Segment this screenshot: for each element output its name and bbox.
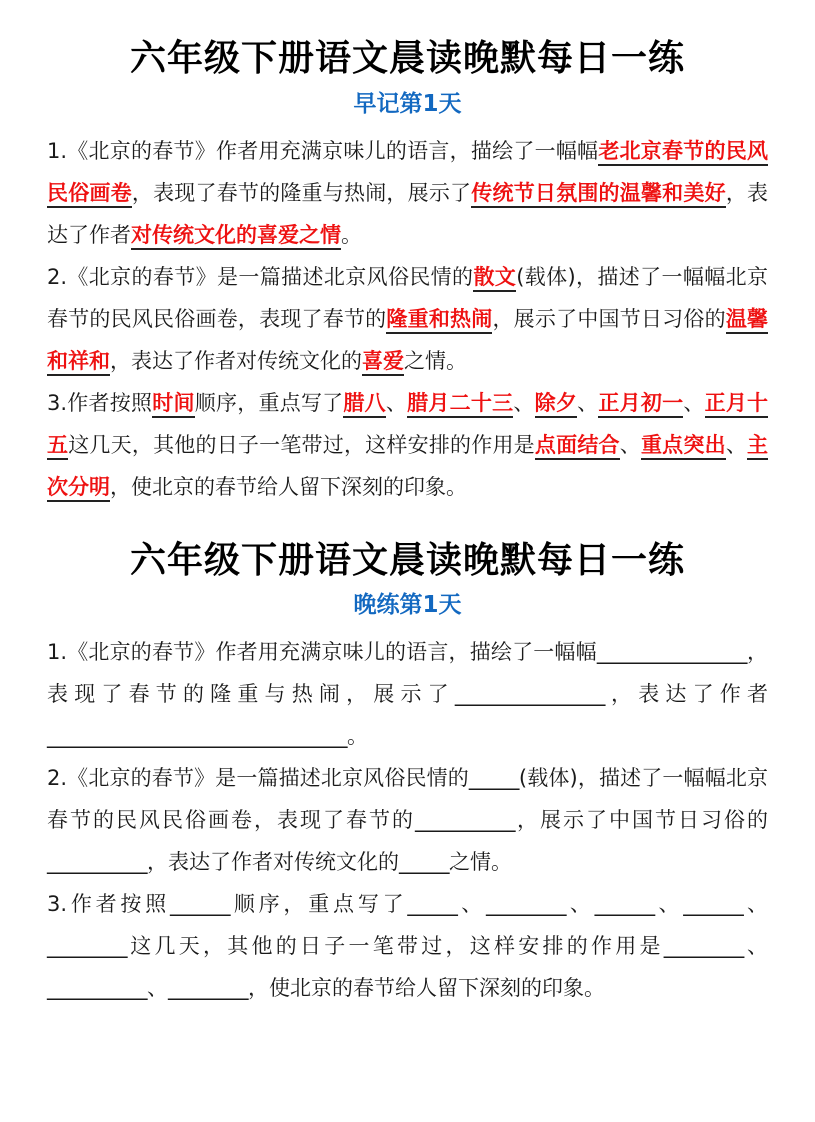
section-subtitle-evening: 晚练第1天: [353, 592, 462, 619]
question-2-blank: [47, 757, 768, 883]
body-text: 、: [725, 432, 748, 457]
blank-line: _______________: [596, 640, 747, 665]
body-text: 2.《北京的春节》是一篇描述北京风俗民情的: [47, 264, 474, 289]
answer-text: 散文: [473, 265, 516, 292]
section-evening-practice: [47, 536, 768, 1010]
blank-line: ________: [168, 976, 248, 1001]
page-title-evening: 六年级下册语文晨读晚默每日一练: [129, 538, 685, 581]
blank-line: ________: [47, 934, 127, 959]
answer-text: 隆重和热闹: [386, 307, 492, 334]
blank-line: _____: [468, 766, 519, 791]
answer-text: 腊月二十三: [407, 391, 513, 418]
body-text: 之情。: [404, 348, 467, 373]
body-text: 1.《北京的春节》作者用充满京味儿的语言，描绘了一幅幅: [47, 138, 599, 163]
blank-line: __________: [47, 850, 147, 875]
body-text: 。: [341, 222, 362, 247]
body-text: 、: [147, 976, 168, 1001]
body-text: ，表现了春节的隆重与热闹，展示了: [131, 180, 472, 205]
body-text: 、: [577, 390, 599, 415]
body-text: ，展示了中国节日习俗的: [492, 306, 726, 331]
answer-text: 传统节日氛围的温馨和美好: [471, 181, 726, 208]
body-text: (载体)，描述了一幅幅北京春节的民风民俗画卷，表现了春节的: [47, 766, 768, 833]
body-text: 顺序，重点写了: [230, 892, 408, 917]
answer-text: 时间: [152, 391, 194, 418]
answer-text: 老北京春节的民风民俗画卷: [47, 139, 768, 208]
body-text: ，使北京的春节给人留下深刻的印象。: [248, 976, 605, 1001]
body-text: 、: [513, 390, 535, 415]
blank-line: ________: [486, 892, 567, 917]
answer-text: 正月十五: [47, 391, 768, 460]
blank-line: ______________________________: [47, 724, 347, 749]
answer-text: 腊八: [343, 391, 385, 418]
body-text: 3.作者按照: [47, 390, 153, 415]
blank-line: _______________: [454, 682, 605, 707]
answer-text: 除夕: [535, 391, 577, 418]
body-text: 。: [347, 724, 368, 749]
body-text: 、: [566, 892, 595, 917]
answer-text: 对传统文化的喜爱之情: [131, 223, 341, 250]
body-text: ，表达了作者: [47, 180, 769, 247]
question-3-blank: [47, 883, 768, 1009]
answer-text: 主次分明: [47, 433, 768, 502]
body-text: ，表达了作者对传统文化的: [147, 850, 399, 875]
body-text: 1.《北京的春节》作者用充满京味儿的语言，描绘了一幅幅: [47, 640, 597, 665]
blank-line: __________: [47, 976, 147, 1001]
body-text: 、: [683, 390, 705, 415]
answer-text: 正月初一: [598, 391, 683, 418]
body-text: ，表现了春节的隆重与热闹，展示了: [47, 640, 768, 707]
body-text: 顺序，重点写了: [194, 390, 344, 415]
body-text: 、: [743, 934, 768, 959]
body-text: 、: [743, 892, 769, 917]
answer-text: 喜爱: [362, 349, 404, 376]
blank-line: ______: [594, 892, 655, 917]
body-text: 、: [385, 390, 408, 415]
blank-line: __________: [415, 808, 515, 833]
section-morning-recite: [47, 34, 768, 508]
body-text: 、: [457, 892, 487, 917]
body-text: 这几天，其他的日子一笔带过，这样安排的作用是: [68, 432, 535, 457]
body-text: ，展示了中国节日习俗的: [515, 808, 768, 833]
blank-line: ________: [663, 934, 744, 959]
answer-text: 温馨和祥和: [47, 307, 768, 376]
section-subtitle-morning: 早记第1天: [353, 90, 462, 117]
body-text: 2.《北京的春节》是一篇描述北京风俗民情的: [47, 766, 469, 791]
body-text: 3.作者按照: [47, 892, 171, 917]
body-text: (载体)，描述了一幅幅北京春节的民风民俗画卷，表现了春节的: [47, 264, 769, 331]
question-1-blank: [47, 631, 768, 757]
answer-text: 点面结合: [535, 433, 620, 460]
page-title: 六年级下册语文晨读晚默每日一练: [129, 37, 685, 79]
blank-line: _____: [399, 850, 449, 875]
body-text: ，使北京的春节给人留下深刻的印象。: [110, 474, 467, 499]
body-text: 之情。: [449, 850, 512, 875]
body-text: ，表达了作者: [604, 682, 769, 707]
blank-line: ______: [683, 892, 744, 917]
body-text: ，表达了作者对传统文化的: [110, 348, 362, 373]
body-text: 这几天，其他的日子一笔带过，这样安排的作用是: [127, 934, 664, 959]
body-text: 、: [619, 432, 641, 457]
blank-line: ______: [170, 892, 231, 917]
question-1-answered: [47, 130, 768, 256]
blank-line: _____: [407, 892, 458, 917]
answer-text: 重点突出: [641, 433, 726, 460]
question-3-answered: [47, 382, 768, 508]
body-text: 、: [654, 892, 684, 917]
question-2-answered: [47, 256, 768, 382]
